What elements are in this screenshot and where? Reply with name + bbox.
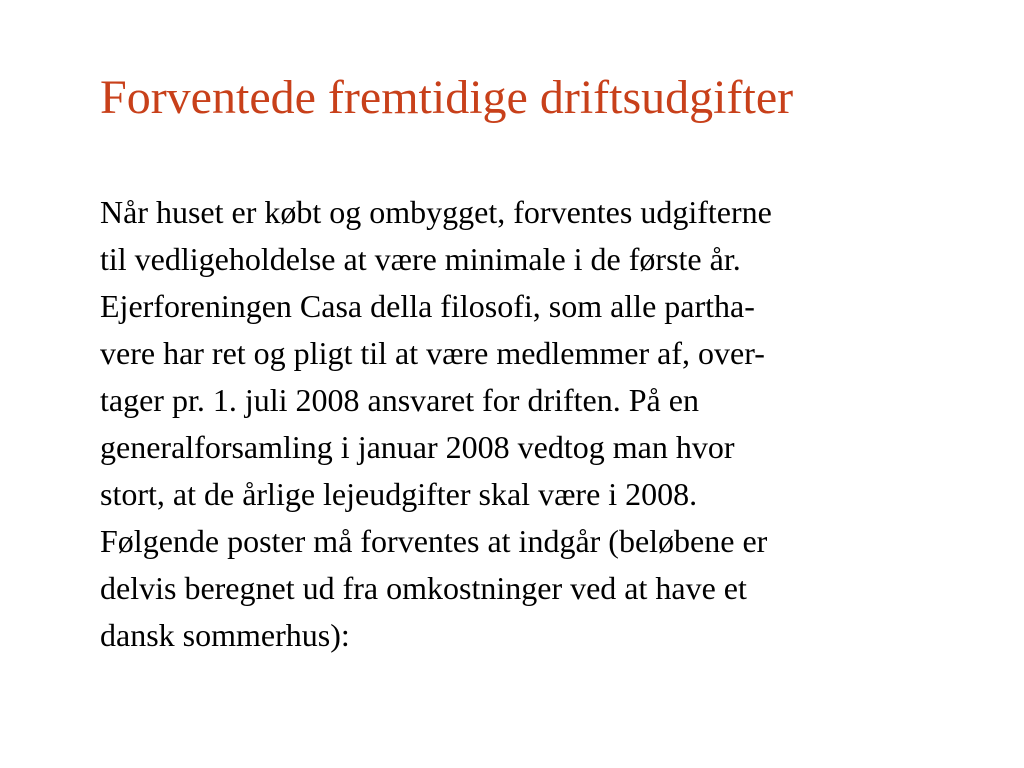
body-line: tager pr. 1. juli 2008 ansvaret for driften. På en (100, 382, 699, 418)
body-line: stort, at de årlige lejeudgifter skal være i 2008. (100, 476, 698, 512)
body-line: til vedligeholdelse at være minimale i de første år. (100, 241, 741, 277)
body-line: Ejerforeningen Casa della filosofi, som alle partha- (100, 288, 755, 324)
body-line: dansk sommerhus): (100, 617, 350, 653)
body-line: generalforsamling i januar 2008 vedtog man hvor (100, 429, 735, 465)
body-line: Følgende poster må forventes at indgår (beløbene er (100, 523, 768, 559)
body-line: Når huset er købt og ombygget, forventes udgifterne (100, 194, 772, 230)
body-line: vere har ret og pligt til at være medlemmer af, over- (100, 335, 765, 371)
body-line: delvis beregnet ud fra omkostninger ved at have et (100, 570, 747, 606)
slide-body (100, 189, 1000, 659)
slide-title: Forventede fremtidige driftsudgifter (100, 71, 794, 124)
